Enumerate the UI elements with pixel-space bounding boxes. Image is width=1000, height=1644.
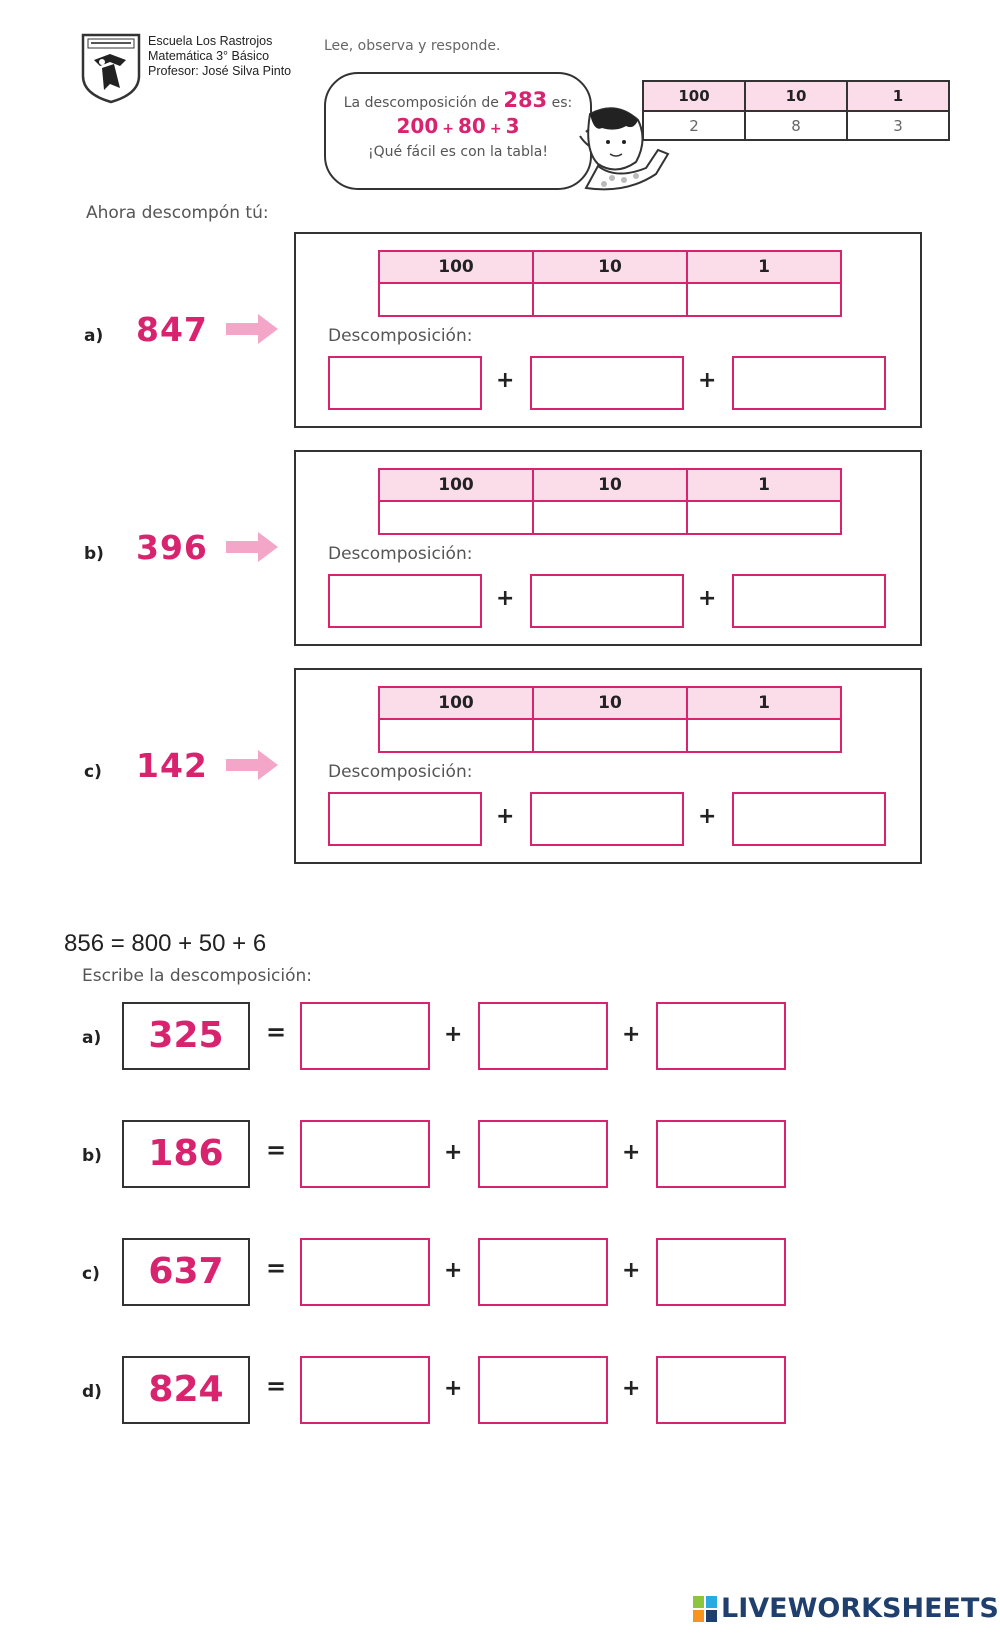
plus-sign: + [622,1022,641,1047]
answer-box-tens[interactable] [530,574,684,628]
place-value-table-b [378,468,842,535]
answer-box-ones[interactable] [732,356,886,410]
input-ones[interactable] [687,283,841,316]
equals-sign: = [266,1018,287,1046]
item-b-label: b) [82,1146,102,1166]
plus-sign: + [496,368,515,393]
plus-sign: + [622,1376,641,1401]
answer-box-tens[interactable] [478,1002,608,1070]
plus-sign: + [496,586,515,611]
arrow-right-icon [226,314,278,344]
number-box-b: 186 [122,1120,250,1188]
example-speech-bubble [324,72,592,190]
answer-box-hundreds[interactable] [300,1238,430,1306]
input-ones[interactable] [687,719,841,752]
number-box-d: 824 [122,1356,250,1424]
item-a-label: a) [84,326,104,346]
input-hundreds[interactable] [379,283,533,316]
school-name: Escuela Los Rastrojos [148,34,273,48]
plus-sign: + [622,1258,641,1283]
header-ones: 1 [687,469,841,501]
bubble-line-3: ¡Qué fácil es con la tabla! [368,144,548,160]
answer-box-hundreds[interactable] [328,792,482,846]
item-c-label: c) [82,1264,100,1284]
value-hundreds: 2 [643,111,745,140]
plus-sign: + [444,1376,463,1401]
bubble-decomposition: 200 + 80 + 3 [396,114,520,138]
bubble-number: 283 [503,88,548,112]
item-c-number: 142 [136,746,208,785]
section-2-title: Escribe la descomposición: [82,966,313,986]
section-1-title: Ahora descompón tú: [86,203,269,223]
header-ones: 1 [687,251,841,283]
header-hundreds: 100 [379,469,533,501]
header-tens: 10 [533,469,687,501]
answer-box-ones[interactable] [732,792,886,846]
example-place-value-table [642,80,950,141]
arrow-right-icon [226,750,278,780]
header-tens: 10 [745,81,847,111]
equals-sign: = [266,1136,287,1164]
plus-sign: + [622,1140,641,1165]
input-tens[interactable] [533,501,687,534]
answer-box-ones[interactable] [656,1356,786,1424]
arrow-right-icon [226,532,278,562]
plus-sign: + [444,1022,463,1047]
value-tens: 8 [745,111,847,140]
decomposition-label: Descomposición: [328,762,473,782]
school-info [148,34,291,79]
input-ones[interactable] [687,501,841,534]
plus-sign: + [698,804,717,829]
answer-box-hundreds[interactable] [328,356,482,410]
instruction-text: Lee, observa y responde. [324,38,501,54]
bubble-line-1: La descomposición de 283 es: [343,88,573,112]
logo-text: LIVEWORKSHEETS [721,1593,999,1624]
answer-box-tens[interactable] [478,1120,608,1188]
plus-sign: + [444,1140,463,1165]
item-a-number: 847 [136,310,208,349]
item-c-label: c) [84,762,102,782]
item-d-label: d) [82,1382,102,1402]
answer-box-ones[interactable] [656,1238,786,1306]
answer-box-ones[interactable] [656,1002,786,1070]
answer-box-tens[interactable] [530,356,684,410]
answer-box-tens[interactable] [478,1238,608,1306]
school-crest-logo [80,32,142,104]
answer-box-tens[interactable] [530,792,684,846]
plus-sign: + [444,1258,463,1283]
item-b-label: b) [84,544,104,564]
input-hundreds[interactable] [379,501,533,534]
answer-box-ones[interactable] [656,1120,786,1188]
header-hundreds: 100 [379,687,533,719]
number-box-a: 325 [122,1002,250,1070]
number-box-c: 637 [122,1238,250,1306]
answer-box-tens[interactable] [478,1356,608,1424]
equals-sign: = [266,1254,287,1282]
answer-box-hundreds[interactable] [300,1120,430,1188]
value-ones: 3 [847,111,949,140]
header-tens: 10 [533,251,687,283]
place-value-table-c [378,686,842,753]
answer-box-ones[interactable] [732,574,886,628]
place-value-table-a [378,250,842,317]
answer-box-hundreds[interactable] [300,1002,430,1070]
equals-sign: = [266,1372,287,1400]
course-name: Matemática 3° Básico [148,49,270,63]
answer-box-hundreds[interactable] [328,574,482,628]
decomposition-label: Descomposición: [328,326,473,346]
plus-sign: + [698,586,717,611]
header-hundreds: 100 [379,251,533,283]
header-hundreds: 100 [643,81,745,111]
plus-sign: + [698,368,717,393]
input-tens[interactable] [533,283,687,316]
answer-box-hundreds[interactable] [300,1356,430,1424]
liveworksheets-logo[interactable] [693,1593,999,1624]
example-decomposition: 856 = 800 + 50 + 6 [64,930,267,957]
liveworksheets-badge-icon [693,1596,717,1622]
input-hundreds[interactable] [379,719,533,752]
header-ones: 1 [687,687,841,719]
teacher-name: Profesor: José Silva Pinto [148,64,292,78]
input-tens[interactable] [533,719,687,752]
decomposition-label: Descomposición: [328,544,473,564]
item-a-label: a) [82,1028,102,1048]
plus-sign: + [496,804,515,829]
header-tens: 10 [533,687,687,719]
item-b-number: 396 [136,528,208,567]
header-ones: 1 [847,81,949,111]
